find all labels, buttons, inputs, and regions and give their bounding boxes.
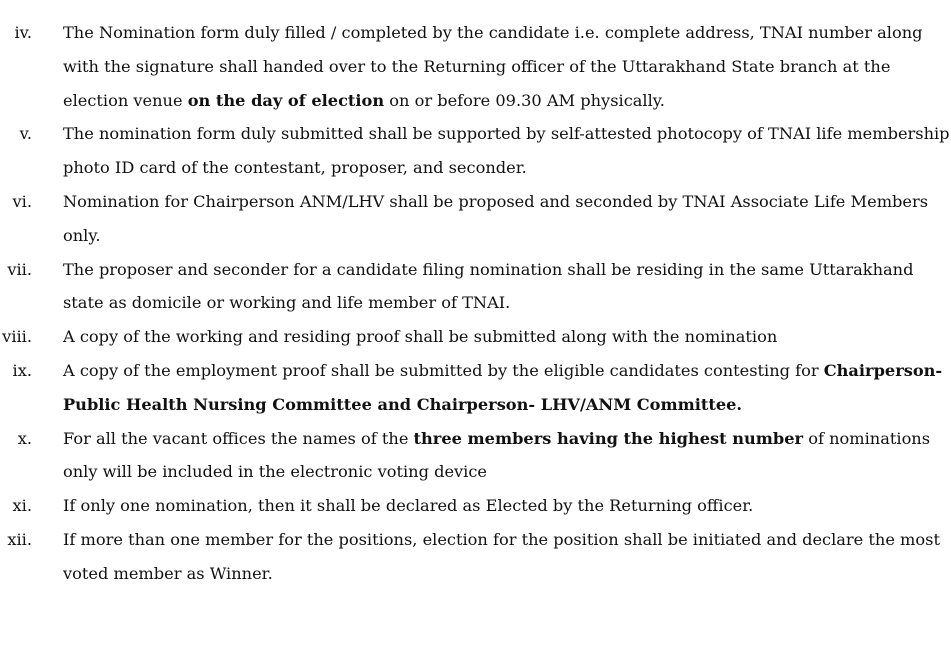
text-run: on or before 09.30 AM physically. bbox=[384, 90, 665, 110]
list-item bbox=[0, 489, 951, 523]
text-line bbox=[63, 219, 943, 253]
list-item-number: iv. bbox=[14, 23, 32, 42]
text-line bbox=[63, 185, 943, 219]
list-item bbox=[0, 523, 951, 591]
list-item-number: xii. bbox=[7, 529, 32, 549]
text-line bbox=[63, 84, 943, 118]
list-item-text bbox=[63, 117, 950, 185]
text-line bbox=[63, 489, 943, 523]
text-line bbox=[63, 557, 943, 591]
text-line bbox=[63, 320, 943, 354]
text-line bbox=[63, 455, 943, 489]
text-line bbox=[63, 16, 943, 50]
list-item-text bbox=[63, 185, 943, 253]
text-line bbox=[63, 253, 943, 287]
text-line bbox=[63, 422, 943, 456]
text-run: of nominations bbox=[803, 428, 931, 448]
list-item-number: xi. bbox=[12, 496, 32, 516]
text-run: A copy of the working and residing proof shall be submitted along with the nomination bbox=[63, 327, 778, 347]
text-line bbox=[63, 388, 943, 422]
text-run: The proposer and seconder for a candidate filing nomination shall be residing in the same Uttarakhand bbox=[63, 259, 914, 279]
text-line bbox=[63, 354, 943, 388]
list-item-text bbox=[63, 354, 943, 422]
list-item-text bbox=[63, 523, 943, 591]
text-run: For all the vacant offices the names of the bbox=[63, 428, 414, 448]
list-item-text bbox=[63, 489, 943, 523]
text-line bbox=[63, 117, 950, 151]
list-item-text bbox=[63, 16, 943, 117]
text-run: with the signature shall handed over to the Returning officer of the Uttarakhand State branch at the bbox=[63, 56, 891, 76]
text-line bbox=[63, 50, 943, 84]
text-line bbox=[63, 523, 943, 557]
text-run: A copy of the employment proof shall be submitted by the eligible candidates contesting for bbox=[63, 360, 824, 380]
document-list bbox=[0, 16, 951, 591]
text-run: Nomination for Chairperson ANM/LHV shall be proposed and seconded by TNAI Associate Life Members bbox=[63, 191, 929, 211]
list-item-number: v. bbox=[19, 124, 32, 144]
list-item bbox=[0, 253, 951, 321]
text-run: If more than one member for the positions, election for the position shall be initiated and declare the most bbox=[63, 529, 940, 549]
text-run: only. bbox=[63, 225, 101, 245]
bold-text-run: three members having the highest number bbox=[413, 428, 804, 448]
list-item-number: vii. bbox=[7, 259, 32, 279]
list-item-text bbox=[63, 253, 943, 321]
text-run: The nomination form duly submitted shall be supported by self-attested photocopy of TNAI life membership bbox=[63, 124, 950, 144]
list-item-text bbox=[63, 422, 943, 490]
bold-text-run: Public Health Nursing Committee and Chairperson- LHV/ANM Committee. bbox=[63, 394, 743, 414]
list-item bbox=[0, 422, 951, 490]
text-run: election venue bbox=[63, 90, 188, 110]
bold-text-run: on the day of election bbox=[187, 90, 385, 110]
list-item bbox=[0, 185, 951, 253]
bold-text-run: Chairperson- bbox=[823, 360, 943, 380]
list-item-number: vi. bbox=[12, 191, 32, 211]
list-item bbox=[0, 354, 951, 422]
text-run: only will be included in the electronic voting device bbox=[63, 462, 488, 482]
list-item-number: viii. bbox=[2, 327, 32, 347]
text-run: photo ID card of the contestant, proposer, and seconder. bbox=[63, 158, 527, 178]
text-line bbox=[63, 151, 943, 185]
text-line bbox=[63, 286, 943, 320]
text-run: voted member as Winner. bbox=[63, 563, 273, 583]
list-item bbox=[0, 320, 951, 354]
list-item-number: x. bbox=[17, 428, 32, 448]
text-run: The Nomination form duly filled / completed by the candidate i.e. complete address, TNAI number along bbox=[63, 23, 923, 42]
text-run: state as domicile or working and life member of TNAI. bbox=[63, 293, 511, 313]
text-run: If only one nomination, then it shall be declared as Elected by the Returning officer. bbox=[63, 496, 754, 516]
list-item bbox=[0, 16, 951, 117]
list-item-number: ix. bbox=[12, 360, 32, 380]
list-item bbox=[0, 117, 951, 185]
list-item-text bbox=[63, 320, 943, 354]
